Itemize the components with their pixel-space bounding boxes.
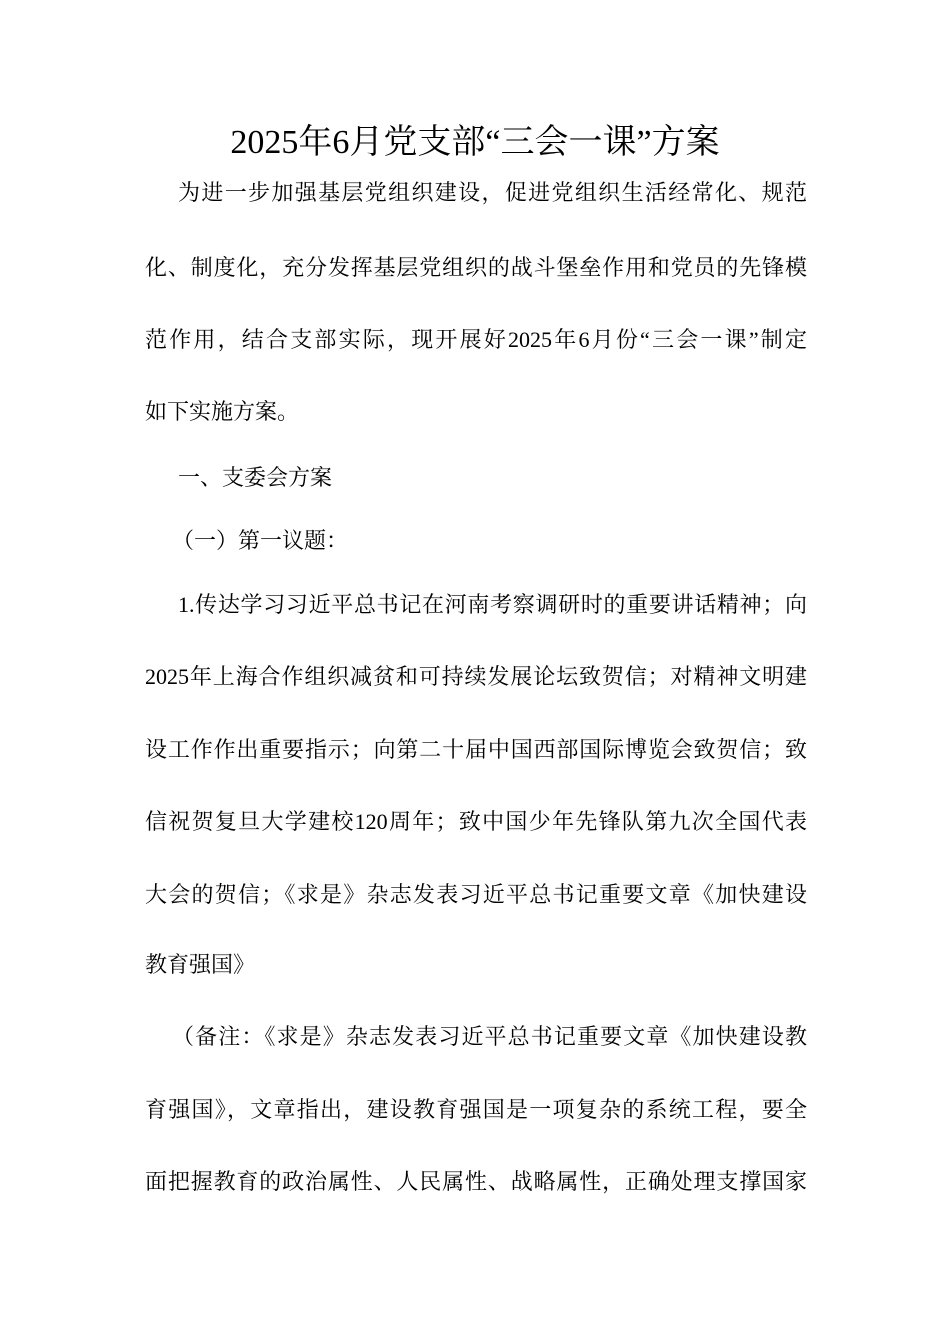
paragraph-line: 2025年上海合作组织减贫和可持续发展论坛致贺信；对精神文明建 [145, 664, 807, 689]
paragraph-line: 1.传达学习习近平总书记在河南考察调研时的重要讲话精神；向 [178, 592, 807, 617]
paragraph-line: 育强国》，文章指出，建设教育强国是一项复杂的系统工程，要全 [145, 1097, 807, 1122]
paragraph-line: 设工作作出重要指示；向第二十届中国西部国际博览会致贺信；致 [145, 737, 807, 762]
paragraph-line: 面把握教育的政治属性、人民属性、战略属性，正确处理支撑国家 [145, 1169, 807, 1194]
paragraph-line: 范作用，结合支部实际，现开展好2025年6月份“三会一课”制定 [145, 327, 807, 352]
paragraph-line: （备注：《求是》杂志发表习近平总书记重要文章《加快建设教 [172, 1024, 807, 1049]
section-heading: 一、支委会方案 [178, 465, 333, 490]
paragraph-line: 为进一步加强基层党组织建设，促进党组织生活经常化、规范 [178, 180, 807, 205]
subsection-heading: （一）第一议题： [172, 528, 349, 553]
document-title: 2025年6月党支部“三会一课”方案 [230, 124, 720, 161]
paragraph-line: 大会的贺信；《求是》杂志发表习近平总书记重要文章《加快建设 [145, 882, 807, 907]
paragraph-line: 如下实施方案。 [145, 399, 300, 424]
paragraph-line: 化、制度化，充分发挥基层党组织的战斗堡垒作用和党员的先锋模 [145, 255, 807, 280]
paragraph-line: 教育强国》 [145, 952, 256, 977]
paragraph-line: 信祝贺复旦大学建校120周年；致中国少年先锋队第九次全国代表 [145, 809, 807, 834]
